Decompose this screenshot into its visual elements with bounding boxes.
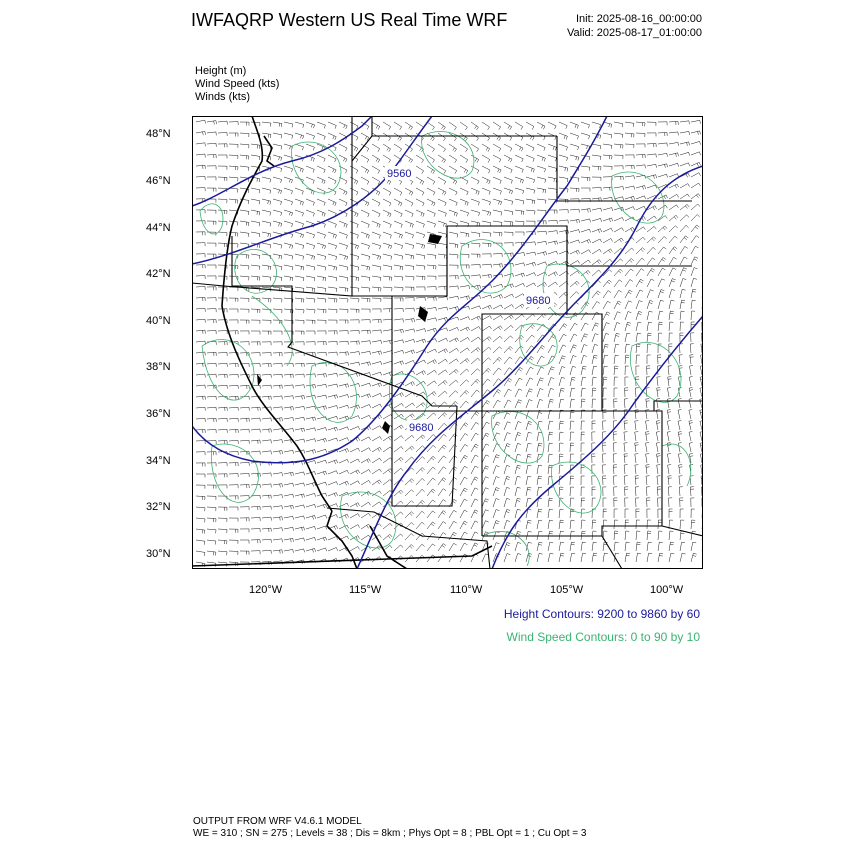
lon-label: 105°W (550, 584, 584, 596)
plot-title: IWFAQRP Western US Real Time WRF (191, 10, 508, 30)
model-config: WE = 310 ; SN = 275 ; Levels = 38 ; Dis = 8km ; Phys Opt = 8 ; PBL Opt = 1 ; Cu Opt = 3 (193, 828, 587, 839)
weather-map (192, 116, 703, 569)
lat-label: 30°N (146, 548, 171, 560)
field-height-label: Height (m) (195, 65, 247, 77)
lat-label: 32°N (146, 501, 171, 513)
model-info: OUTPUT FROM WRF V4.6.1 MODEL (193, 816, 362, 827)
valid-time: Valid: 2025-08-17_01:00:00 (567, 27, 702, 39)
height-contour-label: 9680 (409, 422, 434, 434)
height-contour-label: 9560 (387, 168, 412, 180)
lon-label: 100°W (650, 584, 684, 596)
lat-label: 44°N (146, 222, 171, 234)
lat-label: 36°N (146, 408, 171, 420)
lat-label: 48°N (146, 128, 171, 140)
field-wind-speed-label: Wind Speed (kts) (195, 78, 280, 90)
lon-label: 110°W (450, 584, 483, 596)
height-contour-legend: Height Contours: 9200 to 9860 by 60 (503, 607, 700, 621)
lat-label: 40°N (146, 315, 171, 327)
lat-label: 42°N (146, 268, 171, 280)
field-winds-label: Winds (kts) (195, 91, 250, 103)
lat-label: 46°N (146, 175, 171, 187)
lat-label: 34°N (146, 455, 171, 467)
height-contour-label: 9680 (526, 295, 551, 307)
init-time: Init: 2025-08-16_00:00:00 (576, 13, 702, 25)
lat-label: 38°N (146, 361, 171, 373)
map-background (192, 116, 703, 569)
lon-label: 120°W (249, 584, 283, 596)
wind-speed-contour-legend: Wind Speed Contours: 0 to 90 by 10 (506, 630, 700, 644)
lon-label: 115°W (349, 584, 382, 596)
